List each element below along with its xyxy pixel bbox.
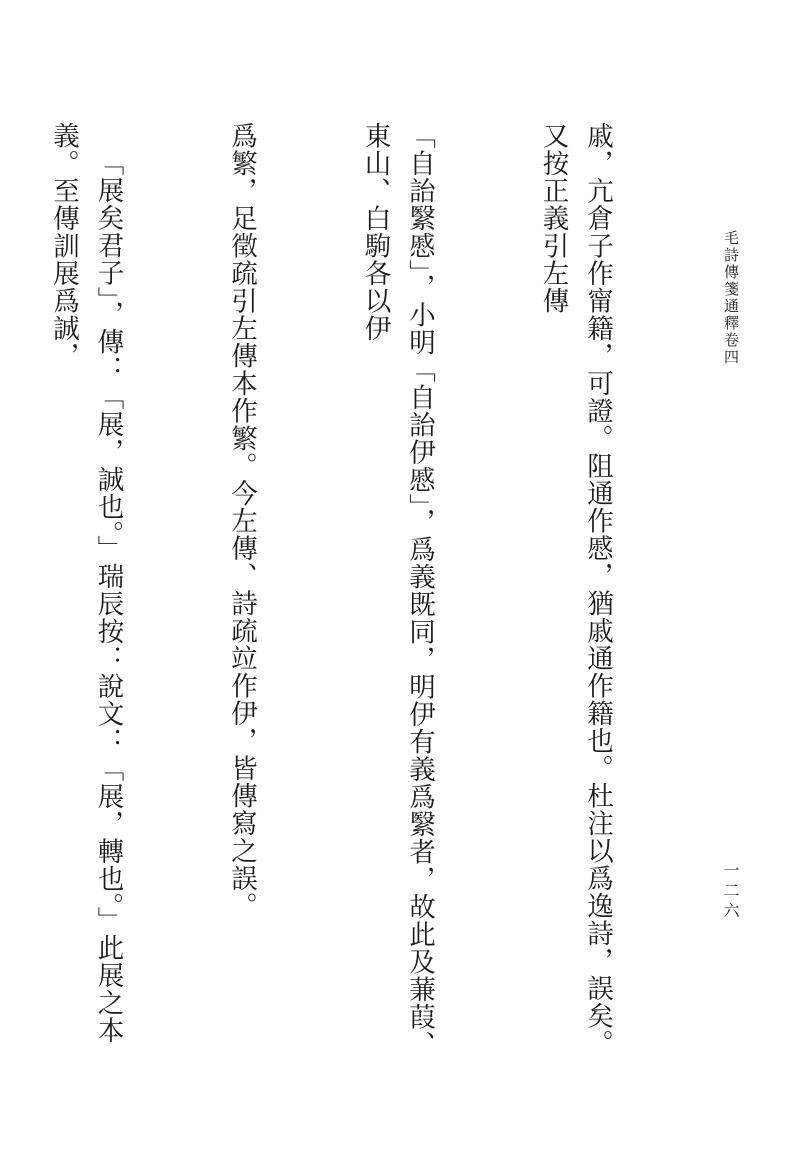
page-number: 一二六: [721, 862, 740, 922]
running-header: 毛詩傳箋通釋卷四: [722, 230, 740, 366]
body-text: [48, 122, 708, 1082]
text-column: 戚，亢倉子作甯籍，可證。阻通作慼，猶戚通作籍也。杜注以爲逸詩，誤矣。又按正義引左傳: [537, 122, 613, 1057]
text-column: 「自詒繄慼」，小明「自詒伊慼」，爲義既同，明伊有義爲繄者，故此及蒹葭、東山、白駒各以伊: [359, 122, 435, 1058]
text-column: 爲繁，足徵疏引左傳本作繁。今左傳、詩疏竝作伊，皆傳寫之誤。: [226, 122, 257, 920]
text-column: 「展矣君子」，傳：「展，誠也。」瑞辰按：說文：「展，轉也。」此展之本義。至傳訓展爲誠，: [48, 122, 124, 1044]
